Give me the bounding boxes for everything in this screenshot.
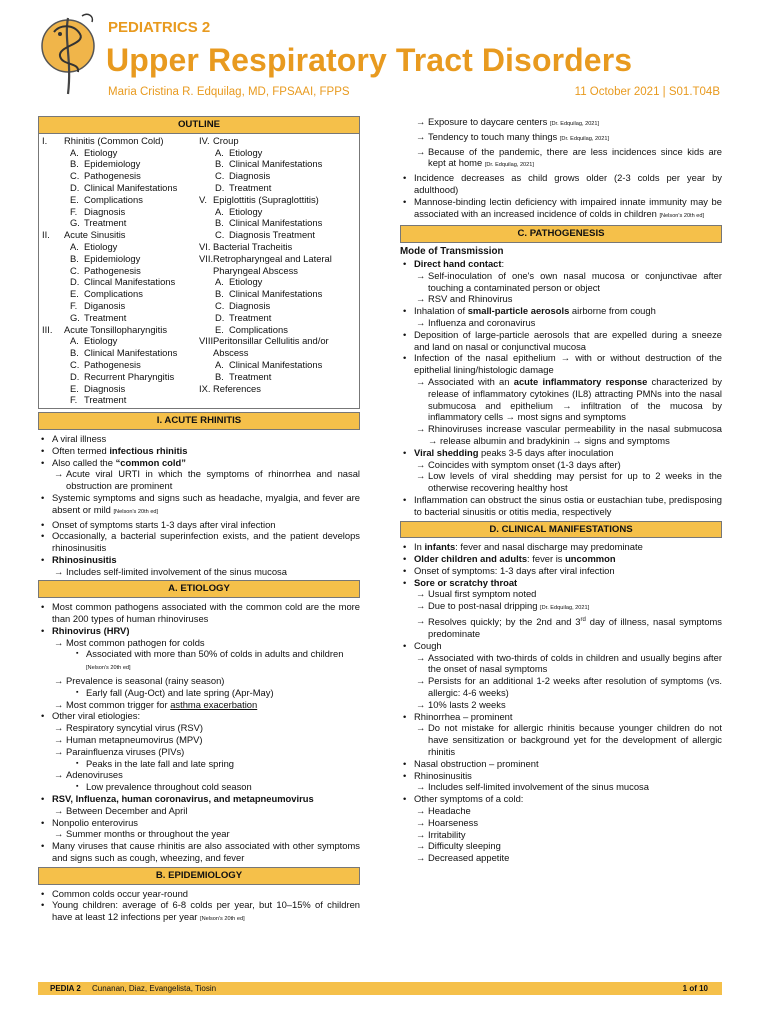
outline-item — [199, 371, 356, 383]
outline-item — [42, 194, 199, 206]
bullet-item: • Rhinosinusitis — [38, 554, 360, 566]
outline-item-label: Clinical Manifestations — [229, 288, 323, 300]
arrow-item: → Decreased appetite — [400, 852, 722, 864]
arrow-item: → Because of the pandemic, there are less incidences since kids are kept at home [Dr. Edquilag, 2021] — [400, 146, 722, 173]
outline-item — [42, 206, 199, 218]
subheading: Mode of Transmission — [400, 246, 504, 258]
outline-item-label: Etiology — [229, 205, 263, 217]
outline-item-number: B. — [70, 158, 79, 170]
outline-item-number: E. — [70, 382, 79, 394]
bullet-item: • Deposition of large-particle aerosols that are expelled during a sneeze and land on nasal or conjunctival mucosa — [400, 329, 722, 353]
outline-item — [42, 229, 199, 241]
bullet-item: • Inhalation of small-particle aerosols airborne from cough — [400, 305, 722, 317]
bullet-item: • Mannose-binding lectin deficiency with impaired innate immunity may be associated with an increased incidence of colds in children [Nelson's 20th ed] — [400, 196, 722, 223]
outline-item-number: A. — [215, 146, 224, 158]
arrow-item: → Hoarseness — [400, 817, 722, 829]
outline-left-list — [42, 135, 199, 406]
outline-item-number: E. — [215, 323, 224, 335]
outline-item-number: B. — [215, 288, 224, 300]
section-heading: I. ACUTE RHINITIS — [38, 412, 360, 430]
bullet-item: • Inflammation can obstruct the sinus ostia or eustachian tube, predisposing to bacterial sinusitis or otitis media, respectively — [400, 494, 722, 518]
outline-item-label: Diagnosis — [84, 205, 126, 217]
bullet-item: • Onset of symptoms starts 1-3 days after viral infection — [38, 519, 360, 531]
outline-item-label: Treatment — [84, 217, 127, 229]
outline-item-label: Clinical Manifestations — [229, 158, 323, 170]
bullet-item: • In infants: fever and nasal discharge may predominate — [400, 541, 722, 553]
outline-item — [42, 253, 199, 265]
right-column — [400, 116, 722, 864]
arrow-item: → Due to post-nasal dripping [Dr. Edquilag, 2021] — [400, 600, 722, 615]
outline-item-number: A. — [70, 335, 79, 347]
outline-item — [42, 312, 199, 324]
outline-item — [42, 265, 199, 277]
outline-title: OUTLINE — [39, 117, 359, 134]
bullet-item: • Cough — [400, 640, 722, 652]
arrow-item: → Adenoviruses — [38, 769, 360, 781]
outline-item-label: Treatment — [229, 370, 272, 382]
outline-item-label: Treatment — [84, 394, 127, 406]
left-content — [38, 412, 360, 926]
outline-item-label: Treatment — [229, 311, 272, 323]
outline-item-label: References — [213, 382, 261, 394]
arrow-item: → Most common pathogen for colds — [38, 637, 360, 649]
outline-item-number: II. — [42, 229, 50, 241]
outline-item-label: Bacterial Tracheitis — [213, 240, 293, 252]
outline-item — [199, 170, 356, 182]
bullet-item: • Sore or scratchy throat — [400, 577, 722, 589]
bullet-item: • Systemic symptoms and signs such as headache, myalgia, and fever are absent or mild [Nelson's 20th ed] — [38, 492, 360, 519]
section-heading: C. PATHOGENESIS — [400, 225, 722, 243]
left-column — [38, 116, 360, 926]
arrow-item: → Usual first symptom noted — [400, 588, 722, 600]
outline-item-label: Clinical Manifestations — [84, 347, 178, 359]
outline-item-label: Etiology — [84, 240, 118, 252]
outline-item — [42, 359, 199, 371]
outline-item — [42, 217, 199, 229]
outline-item — [199, 288, 356, 300]
bullet-item: • Incidence decreases as child grows older (2-3 colds per year by adulthood) — [400, 172, 722, 196]
outline-item-label: Diganosis — [84, 299, 126, 311]
outline-item — [42, 383, 199, 395]
outline-item-number: I. — [42, 134, 48, 146]
outline-item — [199, 206, 356, 218]
bullet-item: • Direct hand contact: — [400, 258, 722, 270]
outline-item-number: D. — [70, 370, 80, 382]
footer-authors: Cunanan, Diaz, Evangelista, Tiosin — [92, 984, 217, 993]
outline-item-label: Etiology — [84, 335, 118, 347]
outline-item-label: Pathogenesis — [84, 264, 141, 276]
bullet-item: • Common colds occur year-round — [38, 888, 360, 900]
outline-item-number: C. — [70, 170, 80, 182]
document-title: Upper Respiratory Tract Disorders — [106, 42, 633, 78]
outline-item-number: C. — [215, 229, 225, 241]
outline-item-number: A. — [215, 205, 224, 217]
arrow-item: → Between December and April — [38, 805, 360, 817]
outline-item — [199, 324, 356, 336]
page-number: 1 of 10 — [682, 984, 708, 993]
arrow-item: → Parainfluenza viruses (PIVs) — [38, 746, 360, 758]
outline-item — [199, 312, 356, 324]
date-code: 11 October 2021 | S01.T04B — [574, 86, 720, 98]
outline-item — [199, 182, 356, 194]
arrow-item: → Most common trigger for asthma exacerbation — [38, 699, 360, 711]
outline-item-number: B. — [70, 252, 79, 264]
outline-item — [42, 170, 199, 182]
outline-item-label: Diagnosis — [229, 170, 271, 182]
outline-item-number: D. — [70, 181, 80, 193]
bullet-item: • Infection of the nasal epithelium → with or without destruction of the epithelial lining/histologic damage — [400, 352, 722, 376]
outline-item-label: Croup — [213, 134, 239, 146]
arrow-item: → Includes self-limited involvement of the sinus mucosa — [38, 566, 360, 578]
arrow-item: → Tendency to touch many things [Dr. Edquilag, 2021] — [400, 131, 722, 146]
outline-item-label: Pathogenesis — [84, 170, 141, 182]
right-content — [400, 116, 722, 864]
outline-item — [199, 217, 356, 229]
outline-item-number: VI. — [199, 240, 211, 252]
outline-item-label: Recurrent Pharyngitis — [84, 370, 175, 382]
outline-item — [42, 335, 199, 347]
footer-course: PEDIA 2 — [50, 984, 81, 993]
outline-item-number: III. — [42, 323, 53, 335]
arrow-item: → Difficulty sleeping — [400, 840, 722, 852]
outline-item-label: Etiology — [229, 276, 263, 288]
outline-item — [199, 241, 356, 253]
arrow-item: → 10% lasts 2 weeks — [400, 699, 722, 711]
outline-item-number: VII. — [199, 252, 214, 264]
arrow-item: → Low levels of viral shedding may persist for up to 2 weeks in the otherwise recovering healthy host — [400, 470, 722, 494]
outline-item — [199, 229, 356, 241]
outline-item-number: F. — [70, 205, 78, 217]
section-heading: D. CLINICAL MANIFESTATIONS — [400, 521, 722, 539]
sub-bullet-item: ▪ Early fall (Aug-Oct) and late spring (Apr-May) — [38, 687, 360, 699]
sub-bullet-item: ▪ Associated with more than 50% of colds in adults and children [Nelson's 20th ed] — [38, 648, 360, 675]
outline-item — [199, 335, 356, 359]
outline-item-number: F. — [70, 394, 78, 406]
sub-bullet-item: ▪ Low prevalence throughout cold season — [38, 781, 360, 793]
outline-item-label: Treatment — [229, 181, 272, 193]
outline-item — [42, 276, 199, 288]
outline-item-number: C. — [215, 299, 225, 311]
outline-right-list — [199, 135, 356, 406]
outline-item-number: A. — [70, 146, 79, 158]
outline-item — [42, 288, 199, 300]
outline-item-number: G. — [70, 217, 80, 229]
bullet-item: • Other symptoms of a cold: — [400, 793, 722, 805]
section-heading: B. EPIDEMIOLOGY — [38, 867, 360, 885]
logo — [38, 10, 102, 96]
outline-item-number: G. — [70, 311, 80, 323]
outline-item — [199, 359, 356, 371]
outline-item-label: Complications — [229, 323, 288, 335]
outline-item-label: Peritonsillar Cellulitis and/or Abscess — [213, 335, 329, 359]
outline-item — [199, 135, 356, 147]
outline-item — [199, 147, 356, 159]
outline-item — [42, 158, 199, 170]
bullet-item: • Many viruses that cause rhinitis are also associated with other symptoms and signs such as cough, wheezing, and fever — [38, 840, 360, 864]
outline-box — [38, 116, 360, 409]
author: Maria Cristina R. Edquilag, MD, FPSAAI, FPPS — [108, 86, 350, 98]
arrow-item: → Persists for an additional 1-2 weeks after resolution of symptoms (vs. allergic: 4-6 weeks) — [400, 675, 722, 699]
outline-item — [42, 347, 199, 359]
outline-item-label: Etiology — [229, 146, 263, 158]
sub-bullet-item: ▪ Peaks in the late fall and late spring — [38, 758, 360, 770]
outline-item — [199, 194, 356, 206]
outline-item-label: Diagnosis Treatment — [229, 229, 315, 241]
outline-item-number: D. — [215, 181, 225, 193]
outline-item-number: V. — [199, 193, 207, 205]
bullet-item: • Rhinovirus (HRV) — [38, 625, 360, 637]
outline-item-number: C. — [215, 170, 225, 182]
bullet-item: • Young children: average of 6-8 colds per year, but 10–15% of children have at least 12 infections per year [Nelson's 20th ed] — [38, 899, 360, 926]
outline-item — [42, 371, 199, 383]
course-label: PEDIATRICS 2 — [108, 19, 211, 36]
outline-item-number: B. — [215, 158, 224, 170]
outline-item — [199, 276, 356, 288]
arrow-item: → Prevalence is seasonal (rainy season) — [38, 675, 360, 687]
outline-item — [42, 147, 199, 159]
arrow-item: → Influenza and coronavirus — [400, 317, 722, 329]
outline-item-label: Pathogenesis — [84, 358, 141, 370]
outline-item-number: D. — [215, 311, 225, 323]
arrow-item: → RSV and Rhinovirus — [400, 293, 722, 305]
bullet-item: • Viral shedding peaks 3-5 days after inoculation — [400, 447, 722, 459]
arrow-item: → Headache — [400, 805, 722, 817]
arrow-item: → Rhinoviruses increase vascular permeability in the nasal submucosa → release albumin and bradykinin → signs and symptoms — [400, 423, 722, 447]
outline-item-label: Acute Sinusitis — [64, 229, 126, 241]
outline-item — [199, 300, 356, 312]
outline-item-label: Diagnosis — [84, 382, 126, 394]
outline-item-label: Acute Tonsillopharyngitis — [64, 323, 168, 335]
outline-item — [42, 394, 199, 406]
outline-item-number: A. — [215, 276, 224, 288]
outline-item-label: Epiglottitis (Supraglottitis) — [213, 193, 319, 205]
outline-item — [42, 300, 199, 312]
outline-item-number: B. — [215, 370, 224, 382]
bullet-item: • RSV, Influenza, human coronavirus, and metapneumovirus — [38, 793, 360, 805]
outline-item-number: A. — [215, 358, 224, 370]
arrow-item: → Summer months or throughout the year — [38, 828, 360, 840]
bullet-item: • Onset of symptoms: 1-3 days after viral infection — [400, 565, 722, 577]
outline-item-label: Etiology — [84, 146, 118, 158]
arrow-item: → Respiratory syncytial virus (RSV) — [38, 722, 360, 734]
bullet-item: • Older children and adults: fever is uncommon — [400, 553, 722, 565]
outline-item-label: Treatment — [84, 311, 127, 323]
outline-item-label: Rhinitis (Common Cold) — [64, 134, 164, 146]
arrow-item: → Irritability — [400, 829, 722, 841]
outline-item-number: IX. — [199, 382, 211, 394]
outline-item-number: IV. — [199, 134, 210, 146]
bullet-item: • Most common pathogens associated with the common cold are the more than 200 types of human rhinoviruses — [38, 601, 360, 625]
bullet-item: • Other viral etiologies: — [38, 710, 360, 722]
arrow-item: → Human metapneumovirus (MPV) — [38, 734, 360, 746]
outline-item-number: C. — [70, 264, 80, 276]
outline-item-label: Diagnosis — [229, 299, 271, 311]
outline-item-label: Clinical Manifestations — [229, 358, 323, 370]
outline-item-number: D. — [70, 276, 80, 288]
arrow-item: → Associated with two-thirds of colds in children and usually begins after the onset of nasal symptoms — [400, 652, 722, 676]
bullet-item: • Nonpolio enterovirus — [38, 817, 360, 829]
arrow-item: → Exposure to daycare centers [Dr. Edquilag, 2021] — [400, 116, 722, 131]
outline-item-number: VIII. — [199, 335, 216, 347]
arrow-item: → Acute viral URTI in which the symptoms of rhinorrhea and nasal obstruction are prominent — [38, 468, 360, 492]
outline-item-label: Clinical Manifestations — [229, 217, 323, 229]
bullet-item: • Occasionally, a bacterial superinfection exists, and the patient develops rhinosinusitis — [38, 530, 360, 554]
bullet-item: • Rhinorrhea – prominent — [400, 711, 722, 723]
outline-item — [42, 182, 199, 194]
bullet-item: • Nasal obstruction – prominent — [400, 758, 722, 770]
arrow-item: → Do not mistake for allergic rhinitis because younger children do not have sensitization or background yet for the development of allergic rhinitis — [400, 722, 722, 757]
outline-item-label: Clinical Manifestations — [84, 181, 178, 193]
outline-item — [42, 135, 199, 147]
arrow-item: → Associated with an acute inflammatory response characterized by release of inflammatory cytokines (IL8) attracting PMNs into the nasal submucosa and epithelium → infiltration of the mucosa by inflammatory cells → most signs and symptoms — [400, 376, 722, 423]
arrow-item: → Self-inoculation of one's own nasal mucosa or conjunctivae after touching a contaminated person or object — [400, 270, 722, 294]
outline-item — [42, 241, 199, 253]
arrow-item: → Coincides with symptom onset (1-3 days after) — [400, 459, 722, 471]
outline-item-label: Clincal Manifestations — [84, 276, 176, 288]
outline-item-label: Retropharyngeal and Lateral Pharyngeal Abscess — [213, 252, 332, 276]
outline-item — [199, 383, 356, 395]
outline-item-number: E. — [70, 288, 79, 300]
outline-item-label: Epidemiology — [84, 252, 141, 264]
outline-item — [199, 158, 356, 170]
bullet-item: • Also called the “common cold” — [38, 457, 360, 469]
outline-item-label: Epidemiology — [84, 158, 141, 170]
outline-item-label: Complications — [84, 288, 143, 300]
outline-item-label: Complications — [84, 193, 143, 205]
outline-item — [199, 253, 356, 277]
outline-item-number: A. — [70, 240, 79, 252]
outline-item-number: E. — [70, 193, 79, 205]
outline-item-number: F. — [70, 299, 78, 311]
page-footer — [38, 982, 722, 995]
outline-item-number: C. — [70, 358, 80, 370]
section-heading: A. ETIOLOGY — [38, 580, 360, 598]
outline-item-number: B. — [70, 347, 79, 359]
arrow-item: → Includes self-limited involvement of the sinus mucosa — [400, 781, 722, 793]
outline-item — [42, 324, 199, 336]
outline-item-number: B. — [215, 217, 224, 229]
arrow-item: → Resolves quickly; by the 2nd and 3rd day of illness, nasal symptoms predominate — [400, 615, 722, 640]
bullet-item: • Often termed infectious rhinitis — [38, 445, 360, 457]
bullet-item: • Rhinosinusitis — [400, 770, 722, 782]
bullet-item: • A viral illness — [38, 433, 360, 445]
